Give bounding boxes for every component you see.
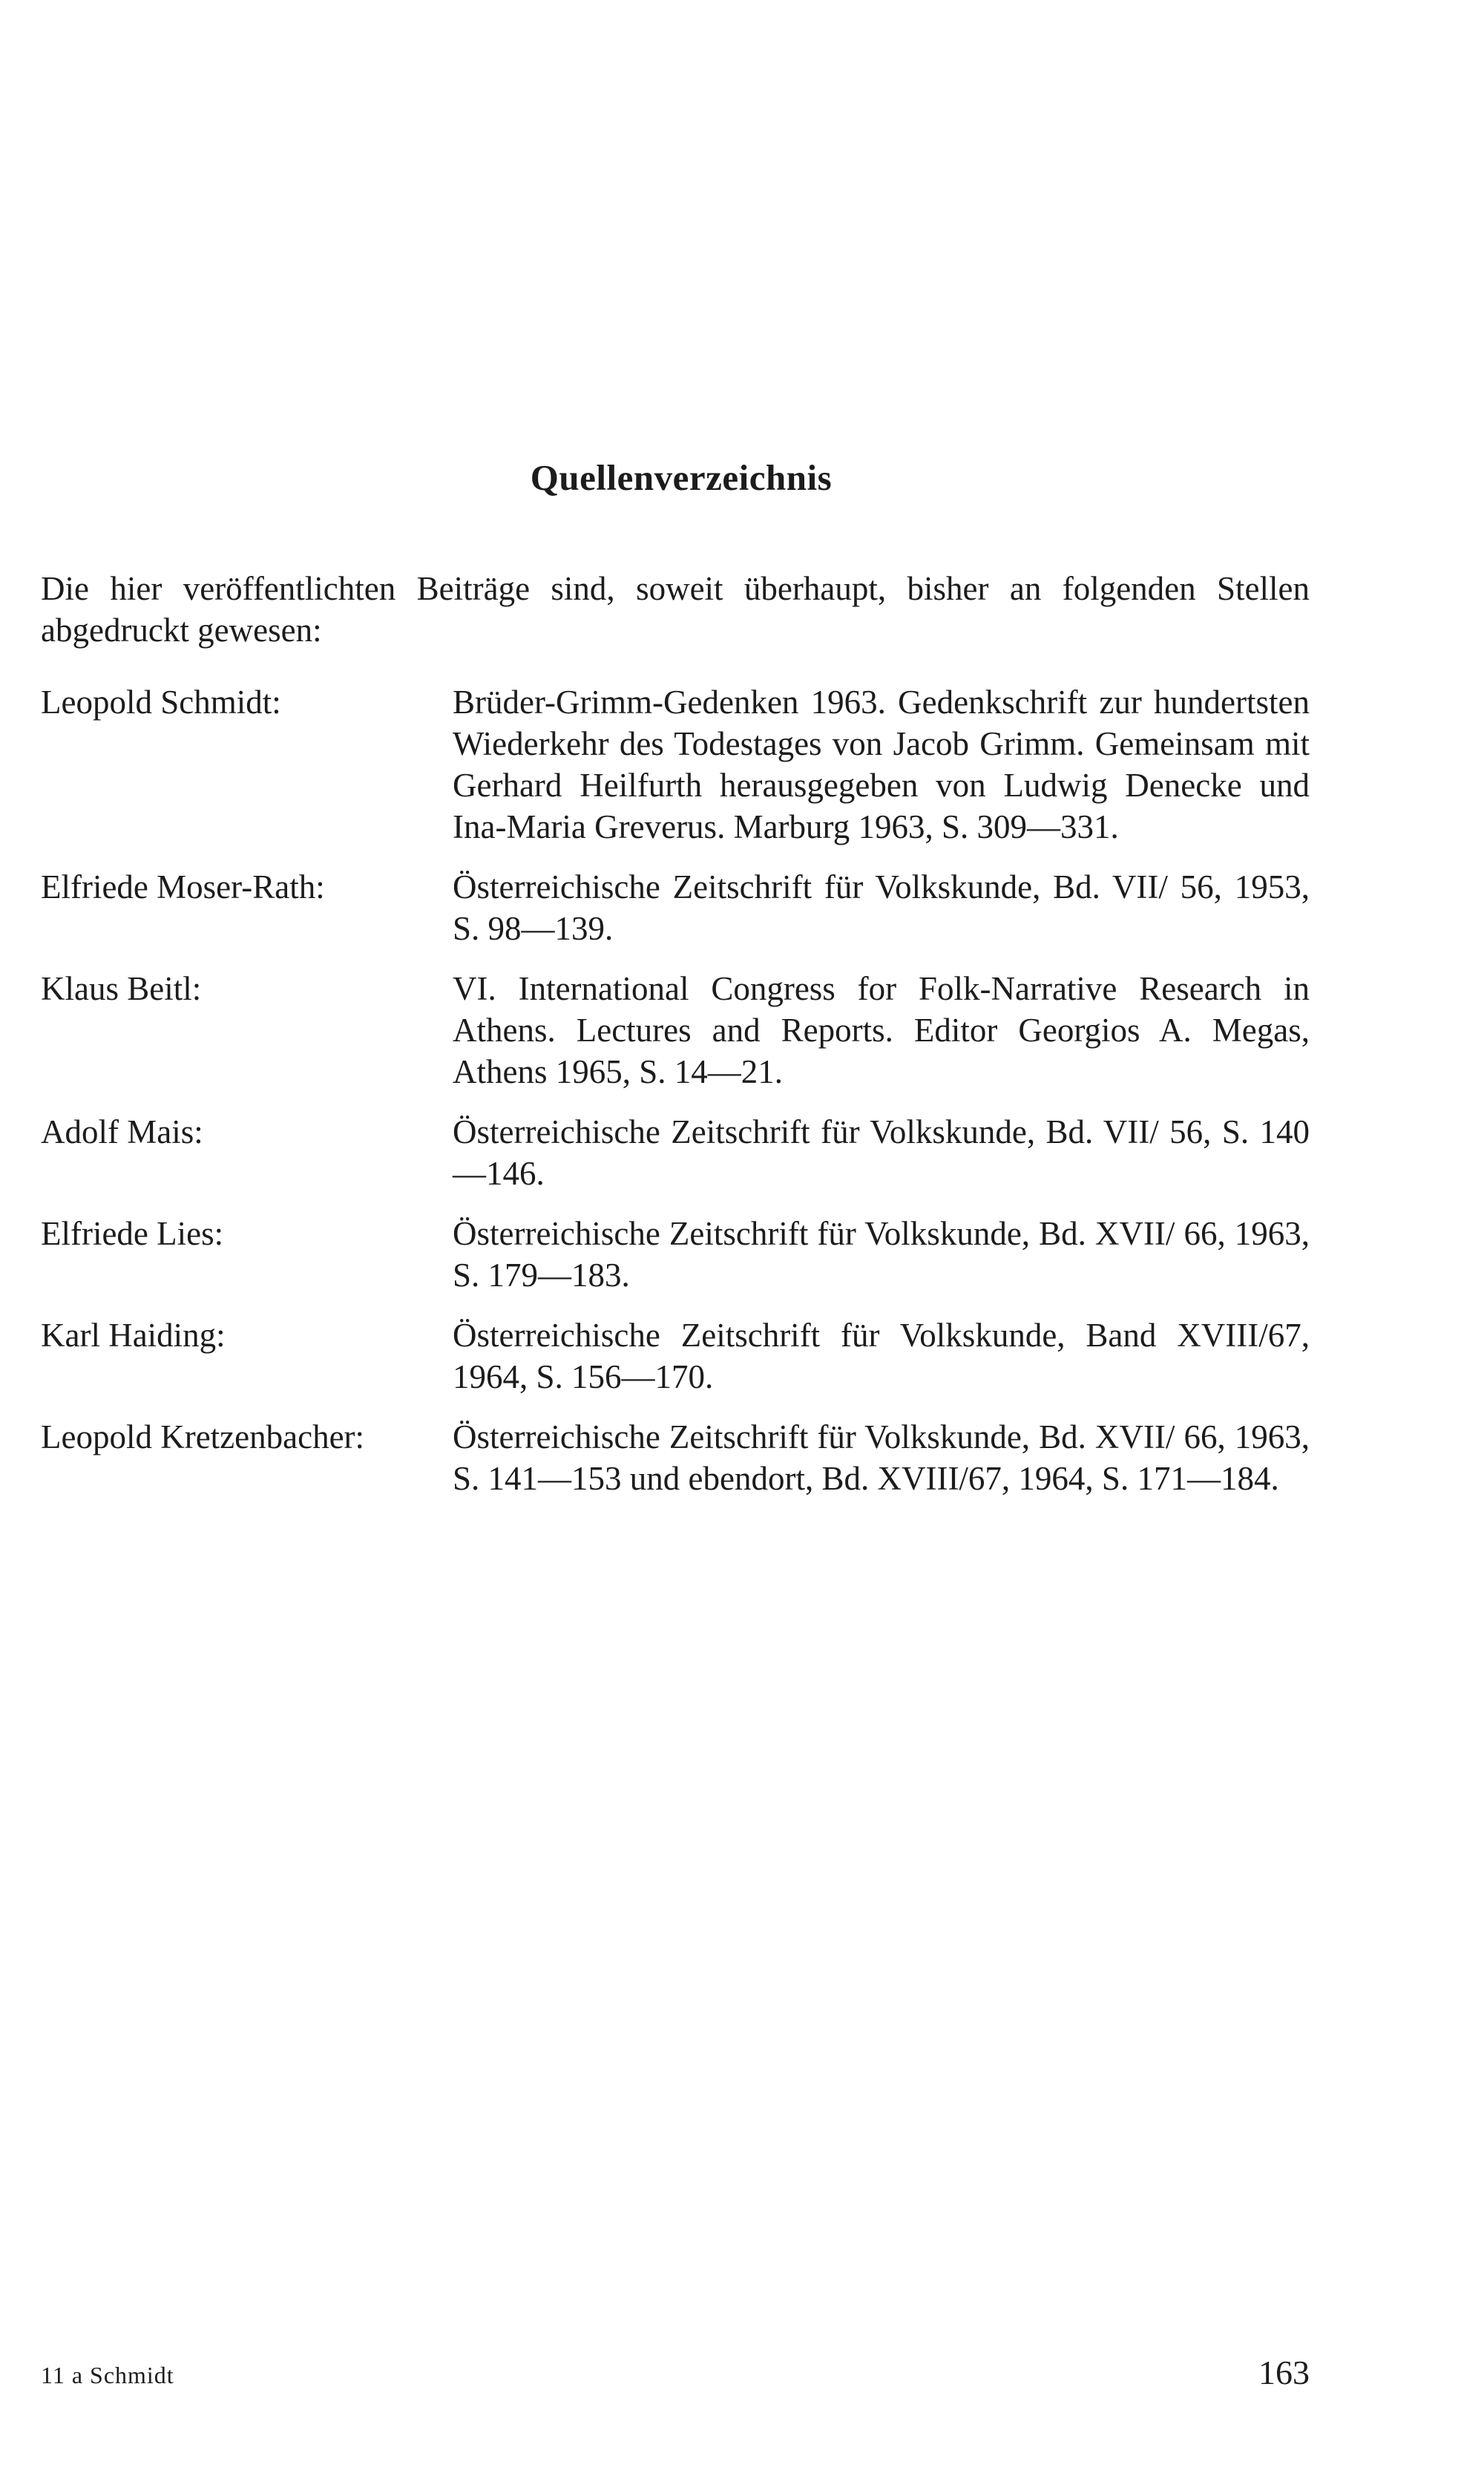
- source-entry: [41, 866, 1310, 949]
- source-citation: VI. International Congress for Folk-Narrative Research in Athens. Lectures and Reports. Editor Georgios A. Megas, Athens 1965, S. 14—21.: [453, 970, 1310, 1090]
- source-entry: [41, 1111, 1310, 1194]
- source-author: Adolf Mais:: [41, 1113, 203, 1150]
- source-citation: Österreichische Zeitschrift für Volkskunde, Bd. XVII/ 66, 1963, S. 179—183.: [453, 1215, 1310, 1294]
- source-citation: Österreichische Zeitschrift für Volkskunde, Bd. VII/ 56, 1953, S. 98—139.: [453, 868, 1310, 947]
- source-entry: [41, 1314, 1310, 1398]
- source-list: [41, 681, 1310, 1518]
- source-entry: [41, 1213, 1310, 1296]
- source-citation: Brüder-Grimm-Gedenken 1963. Gedenkschrift zur hundertsten Wiederkehr des Todestages von Jacob Grimm. Gemeinsam mit Gerhard Heilfurth herausgegeben von Ludwig Denecke und Ina-Maria Greverus. Marburg 1963, S. 309—331.: [453, 684, 1310, 845]
- source-citation: Österreichische Zeitschrift für Volkskunde, Bd. XVII/ 66, 1963, S. 141—153 und ebendort, Bd. XVIII/67, 1964, S. 171—184.: [453, 1418, 1310, 1497]
- page-title: Quellenverzeichnis: [530, 457, 833, 498]
- source-author: Klaus Beitl:: [41, 970, 202, 1007]
- printer-signature: 11 a Schmidt: [41, 2362, 174, 2388]
- source-author: Elfriede Moser-Rath:: [41, 868, 325, 905]
- source-author: Leopold Schmidt:: [41, 684, 281, 721]
- source-citation: Österreichische Zeitschrift für Volkskunde, Band XVIII/67, 1964, S. 156—170.: [453, 1317, 1310, 1395]
- source-author: Elfriede Lies:: [41, 1215, 224, 1252]
- source-author: Leopold Kretzenbacher:: [41, 1418, 365, 1455]
- source-entry: [41, 1416, 1310, 1499]
- page-number: 163: [1258, 2354, 1310, 2391]
- source-entry: [41, 968, 1310, 1093]
- source-author: Karl Haiding:: [41, 1317, 226, 1354]
- source-entry: [41, 681, 1310, 848]
- source-citation: Österreichische Zeitschrift für Volkskunde, Bd. VII/ 56, S. 140—146.: [453, 1113, 1310, 1192]
- intro-paragraph: Die hier veröffentlichten Beiträge sind, soweit überhaupt, bisher an folgenden Stellen abgedruckt gewesen:: [41, 570, 1310, 649]
